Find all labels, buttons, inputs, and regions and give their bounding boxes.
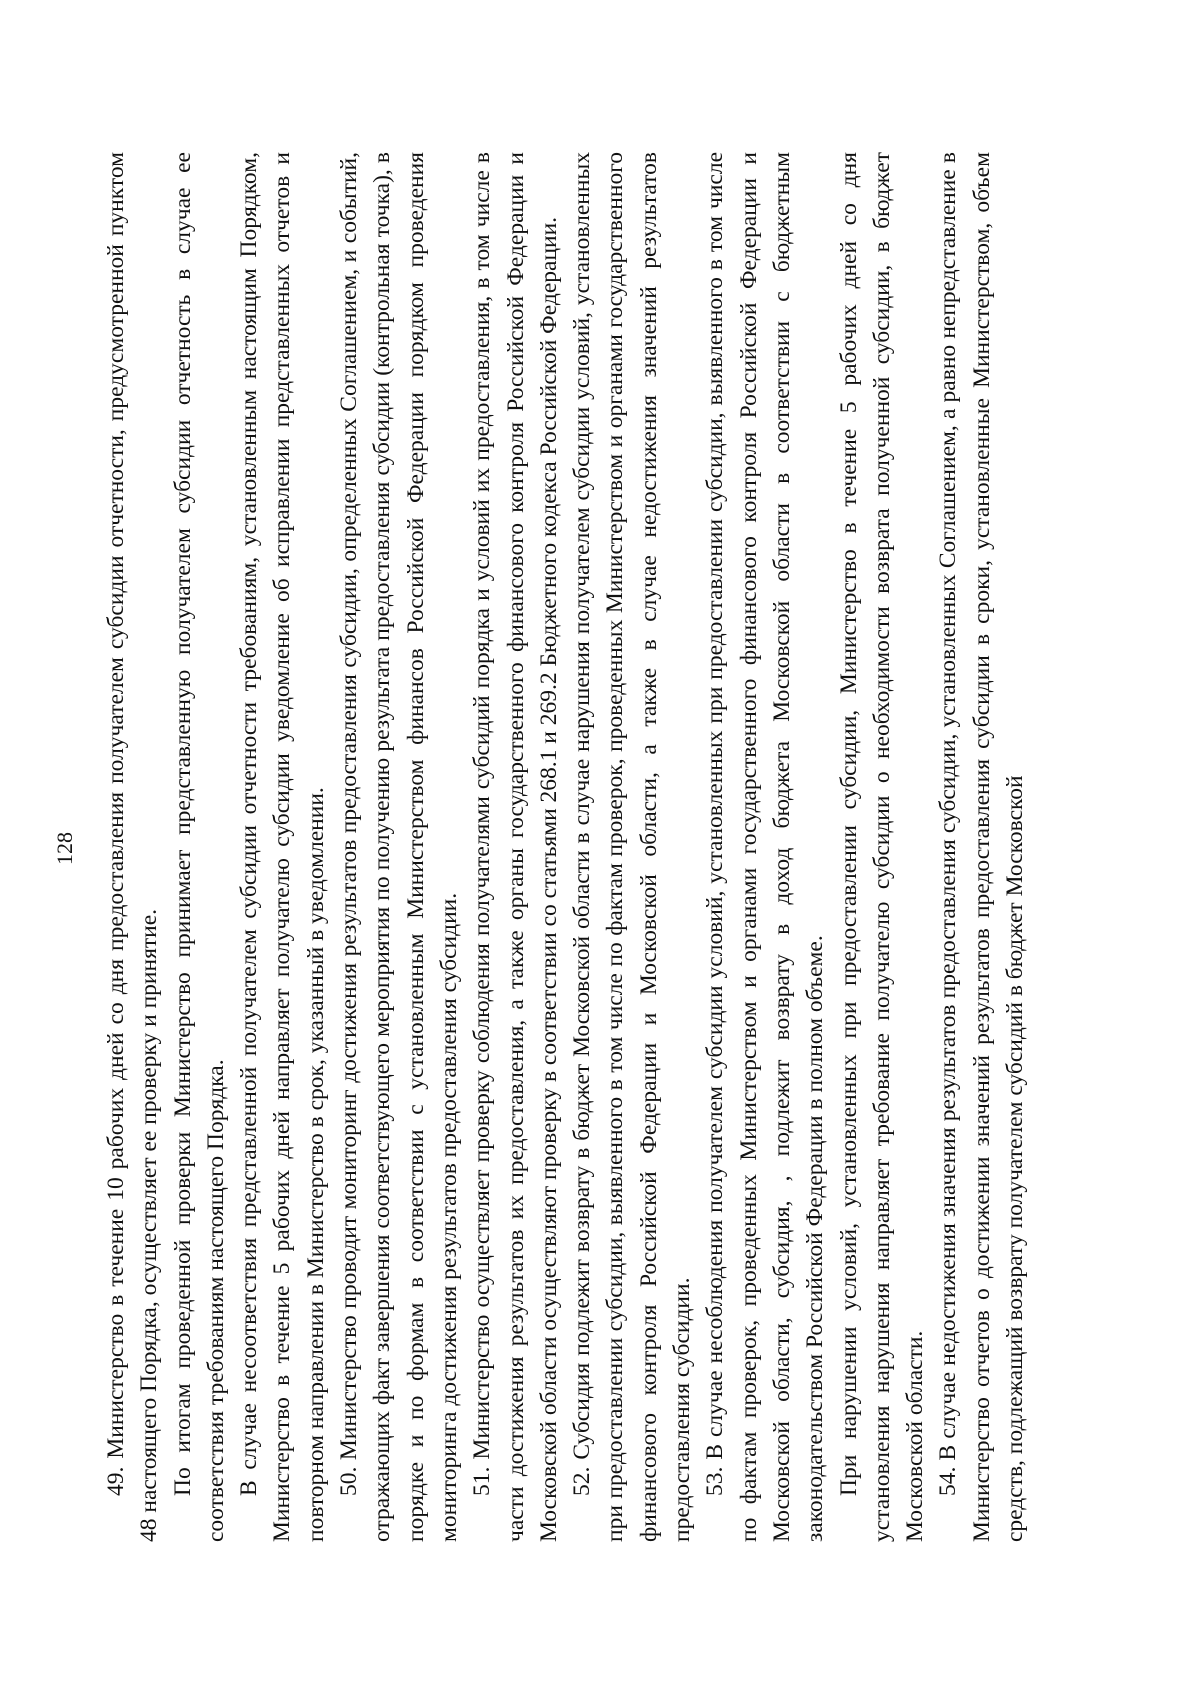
body-text — [100, 152, 1032, 1542]
paragraph-53: 53. В случае несоблюдения получателем субсидии условий, установленных при предоставлении субсидии, выявленного в том числе по фактам проверок, проведенных Министерством и органами государственного финансового контроля Российской Федерации и Московской области, субсидия, , подлежит возврату в доход бюджета Московской области в соответствии с бюджетным законодательством Российской Федерации в полном объеме. — [702, 152, 829, 1542]
paragraph-49-mismatch: В случае несоответствия представленной получателем субсидии отчетности требованиям, установленным настоящим Порядком, Министерство в течение 5 рабочих дней направляет получателю субсидии уведомление об исправлении представленных отчетов и повторном направлении в Министерство в срок, указанный в уведомлении. — [236, 152, 329, 1542]
paragraph-50: 50. Министерство проводит мониторинг достижения результатов предоставления субсидии, определенных Соглашением, и событий, отражающих факт завершения соответствующего мероприятия по получению результата предоставления субсидии (контрольная точка), в порядке и по формам в соответствии с установленным Министерством финансов Российской Федерации порядком проведения мониторинга достижения результатов предоставления субсидии. — [336, 152, 462, 1542]
paragraph-51: 51. Министерство осуществляет проверку соблюдения получателями субсидий порядка и условий их предоставления, в том числе в части достижения результатов их предоставления, а также органы государственного финансового контроля Российской Федерации и Московской области осуществляют проверку в соответствии со статьями 268.1 и 269.2 Бюджетного кодекса Российской Федерации. — [469, 152, 562, 1542]
paragraph-52: 52. Субсидия подлежит возврату в бюджет Московской области в случае нарушения получателем субсидии условий, установленных при предоставлении субсидии, выявленного в том числе по фактам проверок, проведенных Министерством и органами государственного финансового контроля Российской Федерации и Московской области, а также в случае недостижения значений результатов предоставления субсидии. — [569, 152, 696, 1542]
paragraph-53-violation: При нарушении условий, установленных при предоставлении субсидии, Министерство в течение 5 рабочих дней со дня установления нарушения направляет требование получателю субсидии о необходимости возврата полученной субсидии, в бюджет Московской области. — [835, 152, 929, 1542]
paragraph-49: 49. Министерство в течение 10 рабочих дней со дня предоставления получателем субсидии отчетности, предусмотренной пунктом 48 настоящего Порядка, осуществляет ее проверку и принятие. — [103, 152, 163, 1542]
paragraph-54: 54. В случае недостижения значения результатов предоставления субсидии, установленных Соглашением, а равно непредставление в Министерство отчетов о достижении значений результатов предоставления субсидии в сроки, установленные Министерством, объем средств, подлежащий возврату получателем субсидий в бюджет Московской — [935, 152, 1029, 1542]
page-number: 128 — [52, 832, 77, 865]
paragraph-49-review: По итогам проведенной проверки Министерство принимает представленную получателем субсидии отчетность в случае ее соответствия требованиям настоящего Порядка. — [169, 152, 229, 1542]
